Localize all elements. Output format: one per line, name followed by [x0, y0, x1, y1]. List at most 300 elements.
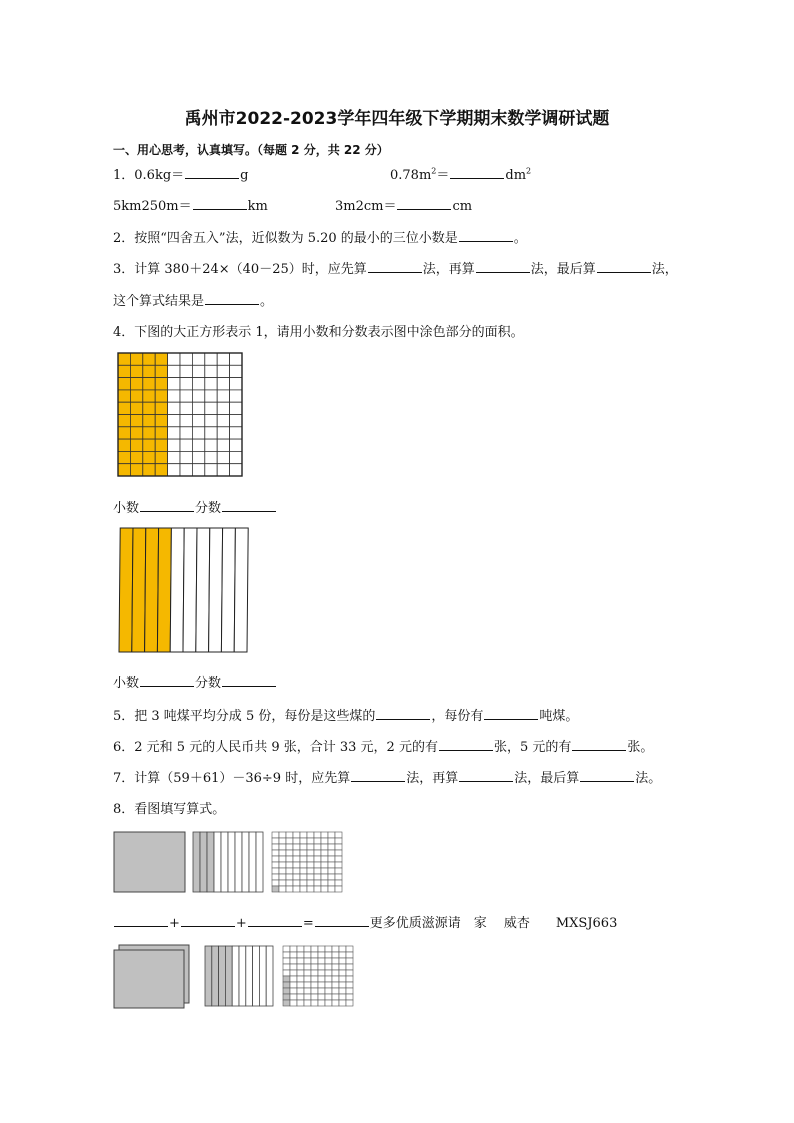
- strip: [170, 528, 184, 652]
- fraction-label: 分数: [195, 676, 222, 691]
- question-8: 8．看图填写算式。: [113, 802, 226, 817]
- grid-cell: [118, 415, 130, 427]
- answer-blank[interactable]: [439, 738, 493, 751]
- grid-cell: [143, 365, 155, 377]
- hundredth-cell: [335, 856, 342, 862]
- hundredth-cell: [325, 958, 332, 964]
- hundredth-cell: [290, 1000, 297, 1006]
- grid-cell: [205, 464, 217, 476]
- grid-cell: [192, 451, 204, 463]
- hundredth-cell: [279, 862, 286, 868]
- hundredth-cell: [297, 982, 304, 988]
- hundredth-cell: [318, 946, 325, 952]
- hundredth-cell: [283, 970, 290, 976]
- q8-figure-2: [113, 944, 357, 1010]
- whole-square: [114, 832, 185, 892]
- hundredth-cell: [307, 886, 314, 892]
- hundredth-cell: [297, 970, 304, 976]
- grid-cell: [130, 415, 142, 427]
- hundredth-cell: [318, 970, 325, 976]
- decimal-label: 小数: [113, 676, 140, 691]
- hundredth-cell: [286, 844, 293, 850]
- hundredth-cell: [339, 964, 346, 970]
- grid-cell: [118, 378, 130, 390]
- hundredth-cell: [272, 832, 279, 838]
- hundredth-cell: [279, 856, 286, 862]
- hundredth-cell: [293, 844, 300, 850]
- q3-end: 。: [260, 294, 274, 309]
- grid-cell: [168, 390, 180, 402]
- tenth-strip: [249, 832, 256, 892]
- hundredth-cell: [307, 832, 314, 838]
- hundredth-cell: [314, 844, 321, 850]
- hundredth-cell: [314, 868, 321, 874]
- tenth-strip: [212, 946, 219, 1006]
- tenth-strip: [259, 946, 266, 1006]
- hundredth-cell: [290, 976, 297, 982]
- grid-cell: [180, 402, 192, 414]
- tenth-strip: [253, 946, 260, 1006]
- hundredth-cell: [318, 988, 325, 994]
- grid-cell: [130, 427, 142, 439]
- hundredth-cell: [325, 1000, 332, 1006]
- tenth-strip: [205, 946, 212, 1006]
- hundredth-cell: [293, 880, 300, 886]
- tenth-strip: [219, 946, 226, 1006]
- tenth-strip: [232, 946, 239, 1006]
- question-1a: [113, 164, 248, 183]
- answer-blank[interactable]: [222, 674, 276, 687]
- hundredth-cell: [293, 862, 300, 868]
- answer-blank[interactable]: [248, 914, 302, 927]
- q3-text-4: 法，: [651, 262, 678, 277]
- grid-cell: [217, 464, 229, 476]
- q5-text-2: ，每份有: [431, 709, 484, 724]
- hundredth-cell: [304, 958, 311, 964]
- q7-text-4: 法。: [635, 771, 662, 786]
- hundredth-cell: [339, 976, 346, 982]
- grid-cell: [180, 365, 192, 377]
- grid-cell: [217, 439, 229, 451]
- hundredth-cell: [272, 880, 279, 886]
- hundredth-cell: [286, 856, 293, 862]
- grid-cell: [192, 353, 204, 365]
- hundredth-cell: [307, 850, 314, 856]
- grid-cell: [130, 439, 142, 451]
- answer-blank[interactable]: [376, 707, 430, 720]
- hundredth-cell: [290, 982, 297, 988]
- answer-blank[interactable]: [597, 260, 651, 273]
- hundredth-cell: [332, 982, 339, 988]
- hundredth-cell: [290, 958, 297, 964]
- answer-blank[interactable]: [114, 914, 168, 927]
- question-2: [113, 227, 527, 246]
- q1b-eq: ＝: [436, 168, 450, 183]
- answer-blank[interactable]: [368, 260, 422, 273]
- hundredth-cell: [286, 868, 293, 874]
- grid-cell: [155, 451, 167, 463]
- hundredth-cell: [314, 856, 321, 862]
- grid-cell: [168, 378, 180, 390]
- hundredth-cell: [328, 838, 335, 844]
- grid-cell: [168, 451, 180, 463]
- q1b-sup: 2: [431, 166, 437, 176]
- hundredth-cell: [314, 880, 321, 886]
- q1c-unit: km: [247, 199, 268, 214]
- hundredth-cell: [279, 880, 286, 886]
- hundredth-cell: [283, 1000, 290, 1006]
- hundredth-cell: [346, 1000, 353, 1006]
- answer-blank[interactable]: [476, 260, 530, 273]
- q6-text-1: 6．2 元和 5 元的人民币共 9 张，合计 33 元，2 元的有: [113, 740, 438, 755]
- grid-cell: [205, 427, 217, 439]
- grid-cell: [205, 451, 217, 463]
- hundredth-cell: [321, 832, 328, 838]
- grid-cell: [217, 427, 229, 439]
- hundredth-cell: [321, 838, 328, 844]
- question-1b: [390, 164, 531, 183]
- hundredth-cell: [321, 850, 328, 856]
- hundredth-cell: [328, 886, 335, 892]
- q1b-text: 0.78m: [390, 168, 432, 183]
- answer-blank[interactable]: [450, 166, 504, 179]
- hundredth-cell: [304, 952, 311, 958]
- hundredth-cell: [339, 1000, 346, 1006]
- hundredth-cell: [286, 886, 293, 892]
- hundredth-cell: [335, 862, 342, 868]
- grid-cell: [143, 378, 155, 390]
- hundredth-cell: [311, 1000, 318, 1006]
- grid-cell: [168, 415, 180, 427]
- hundredth-cell: [328, 880, 335, 886]
- hundredth-cell: [346, 958, 353, 964]
- answer-blank[interactable]: [572, 738, 626, 751]
- hundredth-cell: [286, 838, 293, 844]
- hundredth-cell: [314, 862, 321, 868]
- hundredth-cell: [325, 952, 332, 958]
- question-1c: [113, 195, 268, 214]
- answer-blank[interactable]: [185, 166, 239, 179]
- answer-blank[interactable]: [140, 674, 194, 687]
- hundredth-cell: [335, 832, 342, 838]
- grid-cell: [192, 415, 204, 427]
- hundredth-cell: [293, 850, 300, 856]
- hundredth-cell: [321, 874, 328, 880]
- hundredth-cell: [335, 844, 342, 850]
- grid-cell: [143, 451, 155, 463]
- hundredth-cell: [272, 856, 279, 862]
- grid-cell: [155, 439, 167, 451]
- hundredth-cell: [300, 838, 307, 844]
- question-6: [113, 736, 653, 755]
- hundredth-cell: [332, 964, 339, 970]
- hundredth-cell: [328, 856, 335, 862]
- answer-blank[interactable]: [484, 707, 538, 720]
- hundredth-cell: [290, 988, 297, 994]
- hundredth-cell: [339, 958, 346, 964]
- hundredth-cell: [332, 988, 339, 994]
- q1a-unit: g: [240, 168, 249, 183]
- hundredth-cell: [307, 844, 314, 850]
- plus-sign: +: [169, 916, 180, 931]
- hundredth-cell: [332, 958, 339, 964]
- grid-cell: [205, 415, 217, 427]
- section-heading: 一、用心思考，认真填写。（每题 2 分，共 22 分）: [113, 143, 389, 157]
- tenth-strip: [221, 832, 228, 892]
- grid-cell: [205, 390, 217, 402]
- grid-cell: [118, 439, 130, 451]
- hundredth-cell: [314, 886, 321, 892]
- hundredth-cell: [272, 844, 279, 850]
- hundredth-cell: [283, 994, 290, 1000]
- strip: [145, 528, 159, 652]
- hundredth-cell: [279, 838, 286, 844]
- grid-cell: [192, 427, 204, 439]
- hundredth-cell: [318, 952, 325, 958]
- hundredth-cell: [339, 994, 346, 1000]
- grid-cell: [168, 439, 180, 451]
- hundredth-cell: [325, 976, 332, 982]
- page-title: 禹州市2022-2023学年四年级下学期期末数学调研试题: [184, 109, 610, 129]
- answer-blank[interactable]: [222, 499, 276, 512]
- hundredth-cell: [272, 886, 279, 892]
- hundredth-cell: [332, 970, 339, 976]
- grid-cell: [230, 415, 242, 427]
- grid-cell: [192, 464, 204, 476]
- hundredth-cell: [314, 850, 321, 856]
- answer-blank[interactable]: [140, 499, 194, 512]
- grid-cell: [217, 402, 229, 414]
- hundredth-cell: [318, 1000, 325, 1006]
- tenth-strip: [242, 832, 249, 892]
- hundredth-cell: [304, 982, 311, 988]
- tenth-strip: [207, 832, 214, 892]
- hundredth-cell: [332, 952, 339, 958]
- hundredth-cell: [335, 886, 342, 892]
- grid-cell: [155, 390, 167, 402]
- grid-cell: [155, 365, 167, 377]
- answer-blank[interactable]: [397, 197, 451, 210]
- grid-cell: [118, 390, 130, 402]
- hundredth-cell: [300, 856, 307, 862]
- hundredth-cell: [325, 970, 332, 976]
- q1b-unit-sup: 2: [526, 166, 532, 176]
- q6-text-3: 张。: [627, 740, 654, 755]
- grid-cell: [205, 365, 217, 377]
- grid-cell: [155, 464, 167, 476]
- hundredth-cell: [283, 946, 290, 952]
- answer-blank[interactable]: [351, 769, 405, 782]
- hundredth-cell: [293, 868, 300, 874]
- grid-cell: [180, 464, 192, 476]
- question-3: [113, 258, 678, 277]
- q5-text-3: 吨煤。: [539, 709, 579, 724]
- grid-cell: [143, 427, 155, 439]
- strip: [157, 528, 171, 652]
- hundredth-cell: [321, 880, 328, 886]
- grid-cell: [143, 464, 155, 476]
- grid-cell: [205, 402, 217, 414]
- hundredth-cell: [297, 952, 304, 958]
- hundredth-cell: [279, 886, 286, 892]
- hundredth-cell: [279, 850, 286, 856]
- hundredth-cell: [290, 952, 297, 958]
- grid-cell: [155, 378, 167, 390]
- strip: [132, 528, 146, 652]
- hundredth-cell: [339, 982, 346, 988]
- grid-cell: [217, 390, 229, 402]
- q2-text: 2．按照“四舍五入”法，近似数为 5.20 的最小的三位小数是: [113, 231, 458, 246]
- question-5: [113, 705, 578, 724]
- tenth-strip: [200, 832, 207, 892]
- answer-blank[interactable]: [181, 914, 235, 927]
- hundredth-cell: [307, 856, 314, 862]
- grid-cell: [118, 427, 130, 439]
- hundredth-cell: [346, 988, 353, 994]
- answer-blank[interactable]: [459, 769, 513, 782]
- q7-text-1: 7．计算（59＋61）－36÷9 时，应先算: [113, 771, 351, 786]
- hundredth-cell: [318, 958, 325, 964]
- hundredth-cell: [297, 976, 304, 982]
- q8-figure-1: [113, 830, 345, 894]
- q4-answer-row-2: [113, 672, 277, 691]
- hundredth-cell: [297, 1000, 304, 1006]
- hundredth-cell: [300, 886, 307, 892]
- grid-cell: [217, 378, 229, 390]
- hundredth-cell: [328, 868, 335, 874]
- grid-cell: [130, 402, 142, 414]
- hundredth-cell: [304, 976, 311, 982]
- grid-cell: [155, 427, 167, 439]
- hundredth-cell: [300, 850, 307, 856]
- equals-sign: =: [302, 916, 314, 931]
- hundredth-cell: [304, 964, 311, 970]
- hundredth-cell: [318, 976, 325, 982]
- strip: [221, 528, 235, 652]
- q4-answer-row-1: [113, 497, 277, 516]
- plus-sign: +: [235, 916, 247, 931]
- hundredth-cell: [272, 874, 279, 880]
- question-7: [113, 767, 661, 786]
- hundredth-cell: [286, 832, 293, 838]
- hundredth-cell: [293, 874, 300, 880]
- q7-text-2: 法，再算: [406, 771, 459, 786]
- hundredth-cell: [311, 988, 318, 994]
- fraction-label: 分数: [195, 501, 222, 516]
- hundredth-cell: [318, 994, 325, 1000]
- strip: [183, 528, 197, 652]
- grid-cell: [230, 353, 242, 365]
- grid-cell: [118, 402, 130, 414]
- grid-cell: [180, 427, 192, 439]
- hundredth-cell: [297, 958, 304, 964]
- grid-cell: [143, 353, 155, 365]
- hundredth-cell: [300, 862, 307, 868]
- hundredth-cell: [279, 874, 286, 880]
- hundredth-cell: [311, 958, 318, 964]
- decimal-label: 小数: [113, 501, 140, 516]
- hundredth-cell: [290, 970, 297, 976]
- hundredth-cell: [311, 946, 318, 952]
- grid-cell: [217, 353, 229, 365]
- hundredth-cell: [328, 874, 335, 880]
- hundredth-cell: [307, 880, 314, 886]
- q3-text-2: 法，再算: [422, 262, 475, 277]
- hundredth-cell: [325, 994, 332, 1000]
- answer-blank[interactable]: [459, 229, 513, 242]
- grid-cell: [130, 451, 142, 463]
- grid-cell: [192, 439, 204, 451]
- hundredth-cell: [346, 982, 353, 988]
- grid-cell: [217, 451, 229, 463]
- whole-square: [114, 950, 184, 1008]
- hundredth-cell: [311, 982, 318, 988]
- hundredth-cell: [283, 958, 290, 964]
- hundredth-cell: [304, 994, 311, 1000]
- hundred-grid-figure: [117, 352, 245, 478]
- grid-cell: [130, 353, 142, 365]
- hundredth-cell: [332, 946, 339, 952]
- grid-cell: [230, 390, 242, 402]
- hundredth-cell: [283, 976, 290, 982]
- answer-blank[interactable]: [205, 292, 259, 305]
- grid-cell: [168, 365, 180, 377]
- hundredth-cell: [346, 946, 353, 952]
- grid-cell: [180, 353, 192, 365]
- hundredth-cell: [335, 850, 342, 856]
- hundredth-cell: [311, 970, 318, 976]
- hundredth-cell: [328, 844, 335, 850]
- hundredth-cell: [314, 832, 321, 838]
- hundredth-cell: [346, 970, 353, 976]
- hundredth-cell: [304, 970, 311, 976]
- hundredth-cell: [286, 874, 293, 880]
- hundredth-cell: [272, 850, 279, 856]
- q1b-unit: dm: [505, 168, 527, 183]
- grid-cell: [192, 378, 204, 390]
- hundredth-cell: [297, 988, 304, 994]
- hundredth-cell: [293, 832, 300, 838]
- hundredth-cell: [290, 946, 297, 952]
- grid-cell: [230, 439, 242, 451]
- hundredth-cell: [307, 874, 314, 880]
- hundredth-cell: [332, 976, 339, 982]
- hundredth-cell: [321, 856, 328, 862]
- tenth-strip: [214, 832, 221, 892]
- hundredth-cell: [346, 994, 353, 1000]
- hundredth-cell: [304, 1000, 311, 1006]
- hundredth-cell: [311, 964, 318, 970]
- grid-cell: [230, 365, 242, 377]
- answer-blank[interactable]: [580, 769, 634, 782]
- hundredth-cell: [307, 838, 314, 844]
- answer-blank[interactable]: [315, 914, 369, 927]
- hundredth-cell: [293, 838, 300, 844]
- hundredth-cell: [272, 868, 279, 874]
- grid-cell: [130, 464, 142, 476]
- tenth-strip: [235, 832, 242, 892]
- hundredth-cell: [332, 1000, 339, 1006]
- answer-blank[interactable]: [193, 197, 247, 210]
- grid-cell: [130, 365, 142, 377]
- hundredth-cell: [279, 844, 286, 850]
- grid-cell: [155, 402, 167, 414]
- tenth-strip: [266, 946, 273, 1006]
- hundredth-cell: [335, 880, 342, 886]
- q3-line2-text: 这个算式结果是: [113, 294, 205, 309]
- hundredth-cell: [300, 832, 307, 838]
- hundredth-cell: [283, 988, 290, 994]
